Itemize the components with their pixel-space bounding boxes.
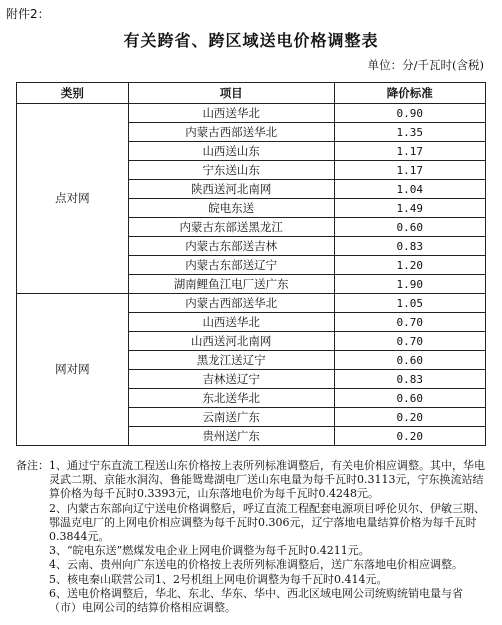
note-item: 2、内蒙古东部向辽宁送电价格调整后，呼辽直流工程配套电源项目呼伦贝尔、伊敏三期、鄂温克电厂的上网电价相应调整为每千瓦时0.306元，辽宁落地电量结算价格为每千瓦时0.3844元。 (49, 501, 485, 544)
item-cell: 山西送华北 (128, 313, 334, 332)
item-cell: 内蒙古西部送华北 (128, 123, 334, 142)
value-cell: 1.04 (334, 180, 485, 199)
value-cell: 0.20 (334, 408, 485, 427)
header-category: 类别 (17, 83, 129, 104)
item-cell: 黑龙江送辽宁 (128, 351, 334, 370)
value-cell: 0.60 (334, 218, 485, 237)
item-cell: 贵州送广东 (128, 427, 334, 446)
notes-section (16, 459, 486, 615)
table-row (17, 104, 486, 123)
item-cell: 内蒙古东部送黑龙江 (128, 218, 334, 237)
notes-label: 备注： (16, 459, 49, 472)
value-cell: 0.60 (334, 389, 485, 408)
item-cell: 内蒙古西部送华北 (128, 294, 334, 313)
attachment-label: 附件2： (6, 7, 50, 21)
value-cell: 0.70 (334, 313, 485, 332)
item-cell: 内蒙古东部送辽宁 (128, 256, 334, 275)
note-item: 5、核电秦山联营公司1、2号机组上网电价调整为每千瓦时0.414元。 (49, 572, 388, 586)
item-cell: 宁东送山东 (128, 161, 334, 180)
item-cell: 云南送广东 (128, 408, 334, 427)
value-cell: 1.35 (334, 123, 485, 142)
value-cell: 0.70 (334, 332, 485, 351)
value-cell: 1.17 (334, 161, 485, 180)
price-adjustment-table (16, 82, 486, 446)
notes-body (49, 459, 486, 615)
category-cell: 网对网 (17, 294, 129, 446)
table-row (17, 294, 486, 313)
note-item: 1、通过宁东直流工程送山东价格按上表所列标准调整后，有关电价相应调整。其中，华电灵武二期、京能水洞沟、鲁能鸳鸯湖电厂送山东电量为每千瓦时0.3113元，宁东换流站结算价格为每千瓦时0.3393元，山东落地电价为每千瓦时0.4248元。 (49, 459, 485, 501)
table-header-row (17, 83, 486, 104)
value-cell: 1.20 (334, 256, 485, 275)
item-cell: 东北送华北 (128, 389, 334, 408)
value-cell: 0.60 (334, 351, 485, 370)
value-cell: 1.05 (334, 294, 485, 313)
header-item: 项目 (128, 83, 334, 104)
value-cell: 1.90 (334, 275, 485, 294)
value-cell: 1.49 (334, 199, 485, 218)
unit-label: 单位：分/千瓦时(含税) (367, 58, 484, 72)
note-item: 3、“皖电东送”燃煤发电企业上网电价调整为每千瓦时0.4211元。 (49, 544, 370, 558)
value-cell: 0.83 (334, 370, 485, 389)
value-cell: 0.83 (334, 237, 485, 256)
item-cell: 内蒙古东部送吉林 (128, 237, 334, 256)
note-item: 6、送电价格调整后，华北、东北、华东、华中、西北区域电网公司统购统销电量与省（市）电网公司的结算价格相应调整。 (49, 586, 463, 615)
category-cell: 点对网 (17, 104, 129, 294)
item-cell: 山西送山东 (128, 142, 334, 161)
item-cell: 陕西送河北南网 (128, 180, 334, 199)
value-cell: 1.17 (334, 142, 485, 161)
value-cell: 0.20 (334, 427, 485, 446)
item-cell: 山西送华北 (128, 104, 334, 123)
value-cell: 0.90 (334, 104, 485, 123)
item-cell: 皖电东送 (128, 199, 334, 218)
page-title: 有关跨省、跨区域送电价格调整表 (123, 31, 379, 50)
item-cell: 吉林送辽宁 (128, 370, 334, 389)
note-item: 4、云南、贵州向广东送电的价格按上表所列标准调整后，送广东落地电价相应调整。 (49, 558, 463, 572)
item-cell: 湖南鲤鱼江电厂送广东 (128, 275, 334, 294)
header-price-reduction: 降价标准 (334, 83, 485, 104)
item-cell: 山西送河北南网 (128, 332, 334, 351)
